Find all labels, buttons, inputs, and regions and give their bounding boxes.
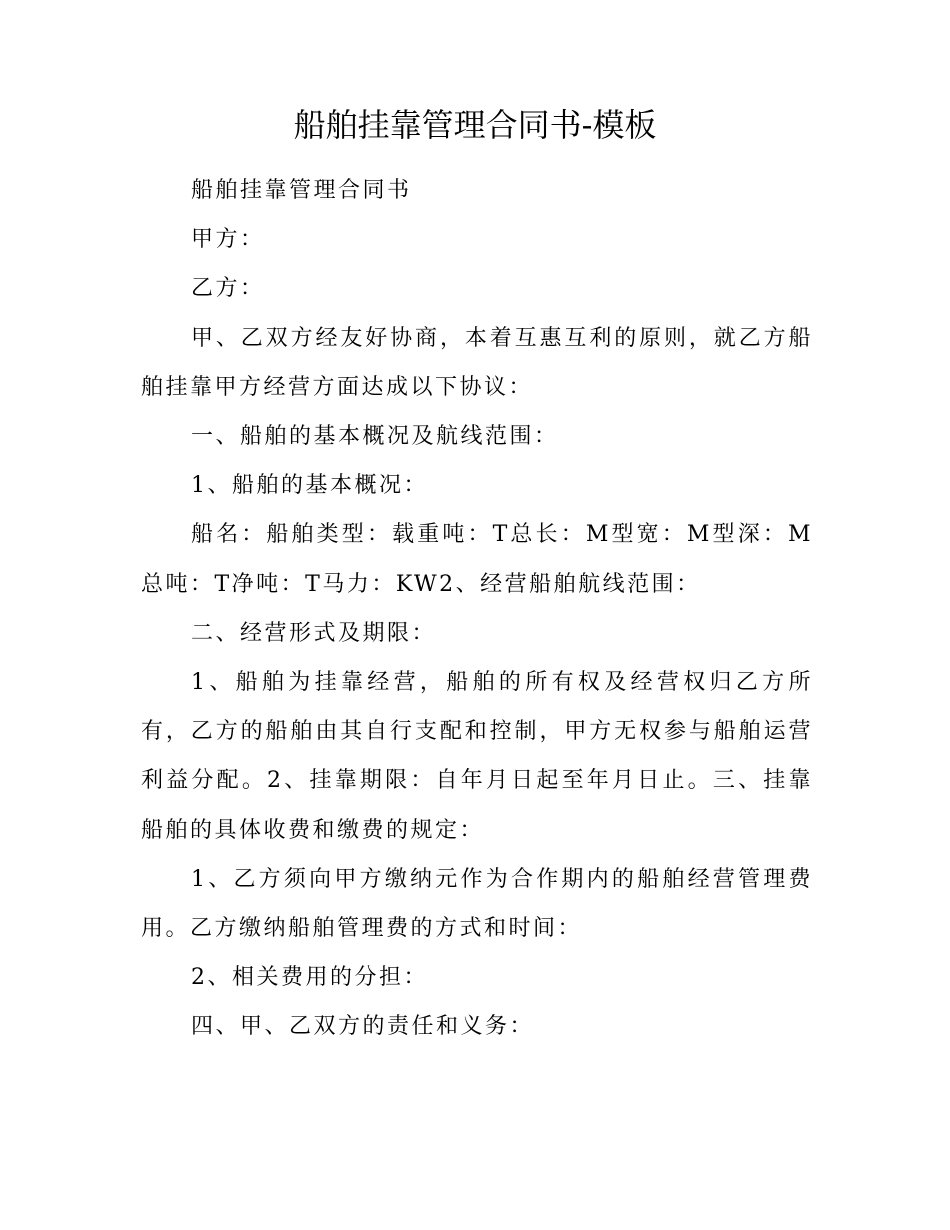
paragraph-party-a: 甲方： (191, 227, 265, 253)
section-heading-4: 四、甲、乙双方的责任和义务： (191, 1014, 535, 1040)
clause-3-1: 1、乙方须向甲方缴纳元作为合作期内的船舶经营管理费用。乙方缴纳船舶管理费的方式和时间： (141, 866, 813, 942)
document-body (141, 166, 813, 1052)
section-heading-1: 一、船舶的基本概况及航线范围： (191, 424, 559, 450)
clause-3-2: 2、相关费用的分担： (191, 965, 428, 991)
document-title: 船舶挂靠管理合同书-模板 (293, 106, 657, 144)
section-heading-2: 二、经营形式及期限： (191, 620, 437, 646)
paragraph-contract-heading: 船舶挂靠管理合同书 (191, 178, 412, 203)
paragraph-preamble: 甲、乙双方经友好协商，本着互惠互利的原则，就乙方船舶挂靠甲方经营方面达成以下协议： (141, 325, 813, 400)
clause-2-1: 1、船舶为挂靠经营，船舶的所有权及经营权归乙方所有，乙方的船舶由其自行支配和控制，甲方无权参与船舶运营利益分配。2、挂靠期限：自年月日起至年月日止。三、挂靠船舶的具体收费和缴费的规定： (141, 670, 813, 843)
paragraph-ship-details: 船名：船舶类型：载重吨：T总长：M型宽：M型深：M总吨：T净吨：T马力：KW2、经营船舶航线范围： (141, 522, 813, 597)
clause-1-1: 1、船舶的基本概况： (191, 473, 428, 499)
paragraph-party-b: 乙方： (191, 276, 265, 302)
